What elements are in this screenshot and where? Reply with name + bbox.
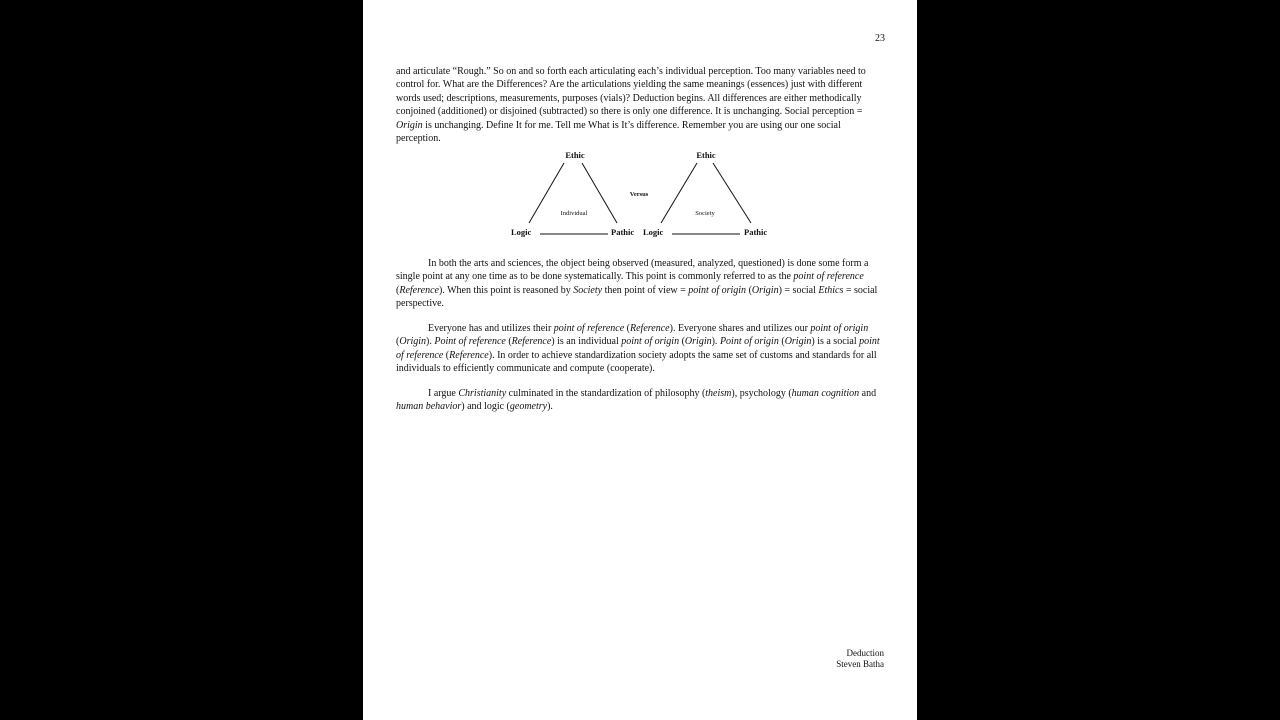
italic-run: Origin xyxy=(684,336,712,348)
italic-run: Reference xyxy=(449,349,489,361)
left-bottom-right-label: Pathic xyxy=(611,227,635,237)
text-run: ), psychology ( xyxy=(731,388,792,399)
paragraph-3 xyxy=(396,322,884,376)
text-run: ( xyxy=(396,284,400,296)
paragraph-2 xyxy=(396,257,884,311)
left-triangle-left-edge xyxy=(529,163,564,223)
right-bottom-right-label: Pathic xyxy=(744,227,768,237)
text-run: ). xyxy=(547,401,553,413)
text-run: ( xyxy=(396,336,400,348)
italic-run: human cognition xyxy=(791,388,860,399)
text-run: then point of view = xyxy=(602,284,689,296)
italic-run: Origin xyxy=(751,284,779,296)
footer-author: Steven Batha xyxy=(836,659,884,669)
italic-run: Ethics xyxy=(818,284,844,296)
text-run: ) = social xyxy=(778,284,819,296)
text-run: ( xyxy=(624,323,630,334)
text-run: ) and logic ( xyxy=(461,401,510,413)
text-run: ). When this point is reasoned by xyxy=(438,284,574,296)
italic-run: point of reference xyxy=(553,323,625,334)
text-run: ( xyxy=(505,336,512,348)
italic-run: Reference xyxy=(511,336,552,348)
paragraph-4 xyxy=(396,387,884,414)
text-run: is unchanging. Define It for me. Tell me What is It’s difference. Remember you are using our one social perception. xyxy=(396,119,841,145)
text-run: ) is a social xyxy=(811,336,860,348)
italic-run: Origin xyxy=(396,119,423,131)
text-run: ( xyxy=(778,336,785,348)
right-top-label: Ethic xyxy=(696,150,716,160)
italic-run: Point of origin xyxy=(719,336,779,348)
left-top-label: Ethic xyxy=(565,150,585,160)
italic-run: point of origin xyxy=(688,284,747,296)
left-bottom-left-label: Logic xyxy=(511,227,532,237)
text-run: Everyone has and utilizes their xyxy=(428,323,554,334)
text-run: ( xyxy=(443,349,450,361)
italic-run: point of reference xyxy=(793,271,864,283)
italic-run: Society xyxy=(573,284,603,296)
versus-label: Versus xyxy=(629,191,649,198)
right-triangle-left-edge xyxy=(661,163,697,223)
italic-run: point of origin xyxy=(810,323,869,334)
italic-run: point of reference xyxy=(396,336,880,361)
text-run: ). Everyone shares and utilizes our xyxy=(669,323,811,334)
page-number: 23 xyxy=(875,33,885,44)
left-center-label: Individual xyxy=(560,210,588,217)
italic-run: Origin xyxy=(784,336,812,348)
triangle-diagram xyxy=(503,147,783,242)
italic-run: point of origin xyxy=(621,336,680,348)
right-triangle-right-edge xyxy=(713,163,751,223)
text-run: = social perspective. xyxy=(396,284,878,310)
page-footer xyxy=(836,648,884,670)
text-run: culminated in the standardization of philosophy ( xyxy=(506,388,706,399)
text-run: I argue xyxy=(428,388,459,399)
document-page xyxy=(363,0,917,720)
italic-run: theism xyxy=(705,388,732,399)
italic-run: Christianity xyxy=(458,388,507,399)
text-run: ) is an individual xyxy=(551,336,622,348)
right-center-label: Society xyxy=(695,210,715,217)
paragraph-1 xyxy=(396,65,884,145)
italic-run: Reference xyxy=(399,284,439,296)
text-run: ( xyxy=(679,336,685,348)
footer-title: Deduction xyxy=(846,648,884,658)
text-run: ( xyxy=(746,284,752,296)
text-run: and xyxy=(859,388,877,399)
text-run: ). xyxy=(426,336,435,348)
italic-run: Point of reference xyxy=(434,336,506,348)
italic-run: Reference xyxy=(630,323,670,334)
text-run: In both the arts and sciences, the object being observed (measured, analyzed, questioned) is done some form a single point at any one time as to be done systematically. This point is commonly referred to as the xyxy=(396,258,869,283)
italic-run: human behavior xyxy=(396,401,462,413)
text-run: ). xyxy=(711,336,720,348)
text-run: and articulate “Rough.” So on and so forth each articulating each’s individual perception. Too many variables need to control for. What are the Differences? Are the articulations yielding the same meanings (essences) just with different words used; descriptions, measurements, purposes (vials)? Deduction begins. All differences are either methodically conjoined (additioned) or disjoined (subtracted) so there is only one difference. It is unchanging. Social perception = xyxy=(396,66,866,118)
text-run: ). In order to achieve standardization society adopts the same set of customs and standards for all individuals to efficiently communicate and compute (cooperate). xyxy=(396,349,877,375)
right-bottom-left-label: Logic xyxy=(643,227,664,237)
italic-run: Origin xyxy=(399,336,427,348)
italic-run: geometry xyxy=(509,401,548,413)
